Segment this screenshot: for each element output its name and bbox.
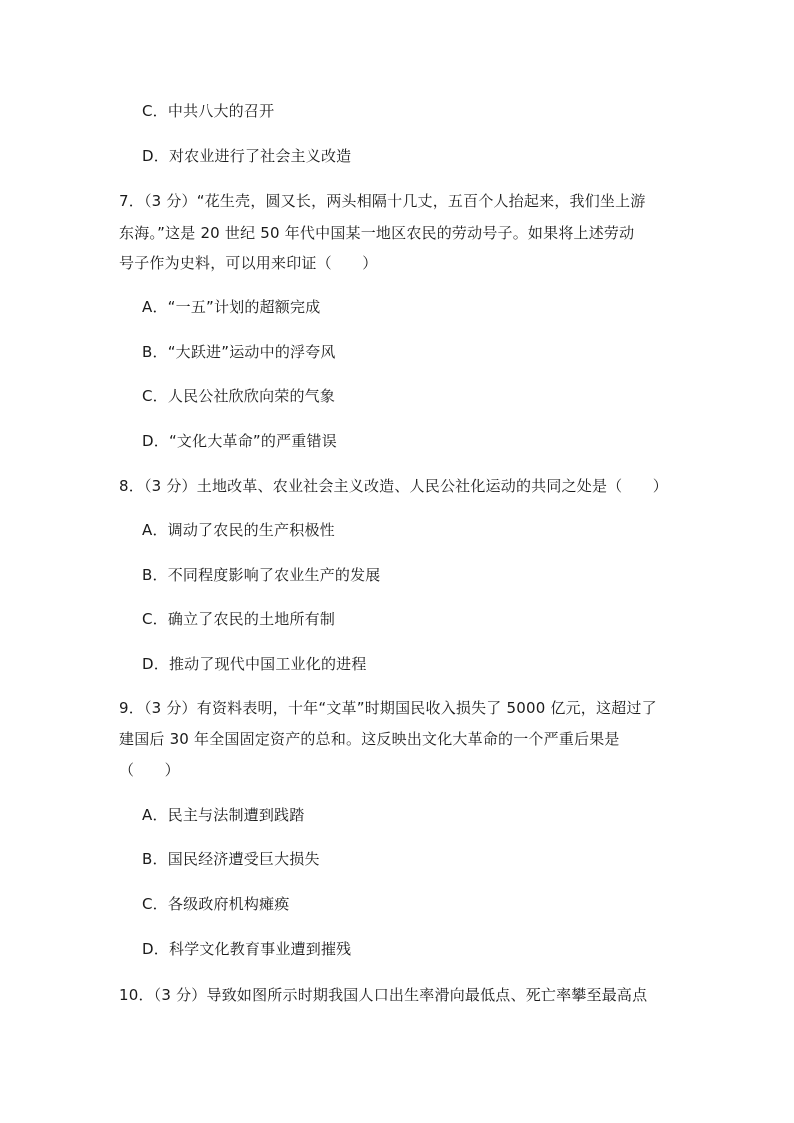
q8-option-d: D．推动了现代中国工业化的进程 [142, 655, 367, 673]
q7-option-b: B．“大跃进”运动中的浮夸风 [142, 343, 336, 361]
q8-option-c: C．确立了农民的土地所有制 [142, 610, 336, 628]
q8-stem-line-1: 8．（3 分）土地改革、农业社会主义改造、人民公社化运动的共同之处是（ ） [119, 477, 668, 495]
q6-option-d: D．对农业进行了社会主义改造 [142, 147, 352, 165]
q7-stem-line-3: 号子作为史料，可以用来印证（ ） [119, 254, 378, 272]
q6-option-c: C．中共八大的召开 [142, 102, 275, 120]
q9-stem-line-2: 建国后 30 年全国固定资产的总和。这反映出文化大革命的一个严重后果是 [119, 730, 620, 748]
q9-option-a: A．民主与法制遭到践踏 [142, 806, 305, 824]
q9-option-b: B．国民经济遭受巨大损失 [142, 850, 320, 868]
q10-stem-line-1: 10．（3 分）导致如图所示时期我国人口出生率滑向最低点、死亡率攀至最高点 [119, 986, 648, 1004]
q7-stem-line-1: 7．（3 分）“花生壳，圆又长，两头相隔十几丈，五百个人抬起来，我们坐上游 [119, 192, 646, 210]
q8-option-a: A．调动了农民的生产积极性 [142, 521, 335, 539]
q9-stem-line-3: （ ） [119, 761, 180, 779]
q9-option-d: D．科学文化教育事业遭到摧残 [142, 940, 352, 958]
q7-option-a: A．“一五”计划的超额完成 [142, 298, 321, 316]
q7-option-c: C．人民公社欣欣向荣的气象 [142, 387, 336, 405]
q8-option-b: B．不同程度影响了农业生产的发展 [142, 566, 381, 584]
q9-option-c: C．各级政府机构瘫痪 [142, 895, 290, 913]
q7-stem-line-2: 东海。”这是 20 世纪 50 年代中国某一地区农民的劳动号子。如果将上述劳动 [119, 224, 635, 242]
q7-option-d: D．“文化大革命”的严重错误 [142, 432, 337, 450]
q9-stem-line-1: 9．（3 分）有资料表明，十年“文革”时期国民收入损失了 5000 亿元，这超过了 [119, 699, 657, 717]
